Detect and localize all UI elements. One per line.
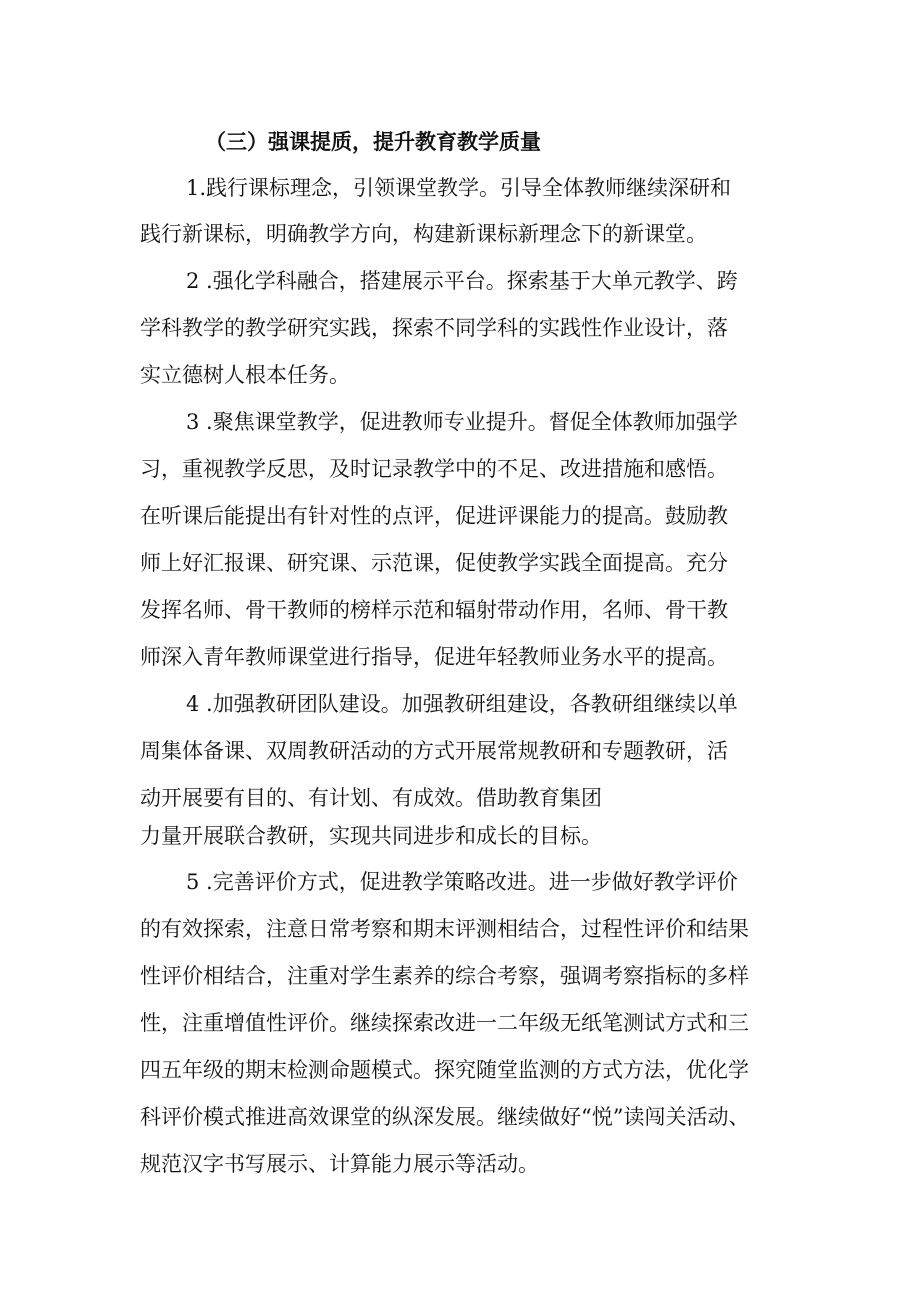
paragraph-4-line-4: 力量开展联合教研，实现共同进步和成长的目标。: [140, 824, 602, 848]
paragraph-3-line-5: 发挥名师、骨干教师的榜样示范和辐射带动作用，名师、骨干教: [140, 598, 728, 622]
paragraph-5-line-1: 5 .完善评价方式，促进教学策略改进。进一步做好教学评价: [186, 870, 738, 894]
paragraph-1-line-2: 践行新课标，明确教学方向，构建新课标新理念下的新课堂。: [140, 222, 707, 246]
paragraph-2-line-1: 2 .强化学科融合，搭建展示平台。探索基于大单元教学、跨: [186, 269, 738, 293]
paragraph-4-line-3: 动开展要有目的、有计划、有成效。借助教育集团: [140, 786, 602, 810]
paragraph-3-line-6: 师深入青年教师课堂进行指导，促进年轻教师业务水平的提高。: [140, 645, 728, 669]
paragraph-5-line-4: 性，注重增值性评价。继续探索改进一二年级无纸笔测试方式和三: [140, 1011, 749, 1035]
section-heading: （三）强课提质，提升教育教学质量: [205, 129, 541, 154]
paragraph-5-line-3: 性评价相结合，注重对学生素养的综合考察，强调考察指标的多样: [140, 964, 749, 988]
paragraph-4-line-2: 周集体备课、双周教研活动的方式开展常规教研和专题教研，活: [140, 739, 728, 763]
paragraph-3-line-4: 师上好汇报课、研究课、示范课，促使教学实践全面提高。充分: [140, 551, 728, 575]
paragraph-2-line-3: 实立德树人根本任务。: [140, 363, 350, 387]
paragraph-5-line-6: 科评价模式推进高效课堂的纵深发展。继续做好“悦”读闯关活动、: [140, 1105, 750, 1129]
paragraph-5-line-2: 的有效探索，注意日常考察和期末评测相结合，过程性评价和结果: [140, 917, 749, 941]
paragraph-3-line-1: 3 .聚焦课堂教学，促进教师专业提升。督促全体教师加强学: [186, 410, 738, 434]
paragraph-5-line-5: 四五年级的期末检测命题模式。探究随堂监测的方式方法，优化学: [140, 1058, 749, 1082]
paragraph-2-line-2: 学科教学的教学研究实践，探索不同学科的实践性作业设计，落: [140, 316, 728, 340]
paragraph-4-line-1: 4 .加强教研团队建设。加强教研组建设，各教研组继续以单: [186, 692, 738, 716]
paragraph-3-line-2: 习，重视教学反思，及时记录教学中的不足、改进措施和感悟。: [140, 457, 728, 481]
paragraph-5-line-7: 规范汉字书写展示、计算能力展示等活动。: [140, 1152, 539, 1176]
paragraph-1-line-1: 1.践行课标理念，引领课堂教学。引导全体教师继续深研和: [186, 176, 732, 200]
paragraph-3-line-3: 在听课后能提出有针对性的点评，促进评课能力的提高。鼓励教: [140, 504, 728, 528]
